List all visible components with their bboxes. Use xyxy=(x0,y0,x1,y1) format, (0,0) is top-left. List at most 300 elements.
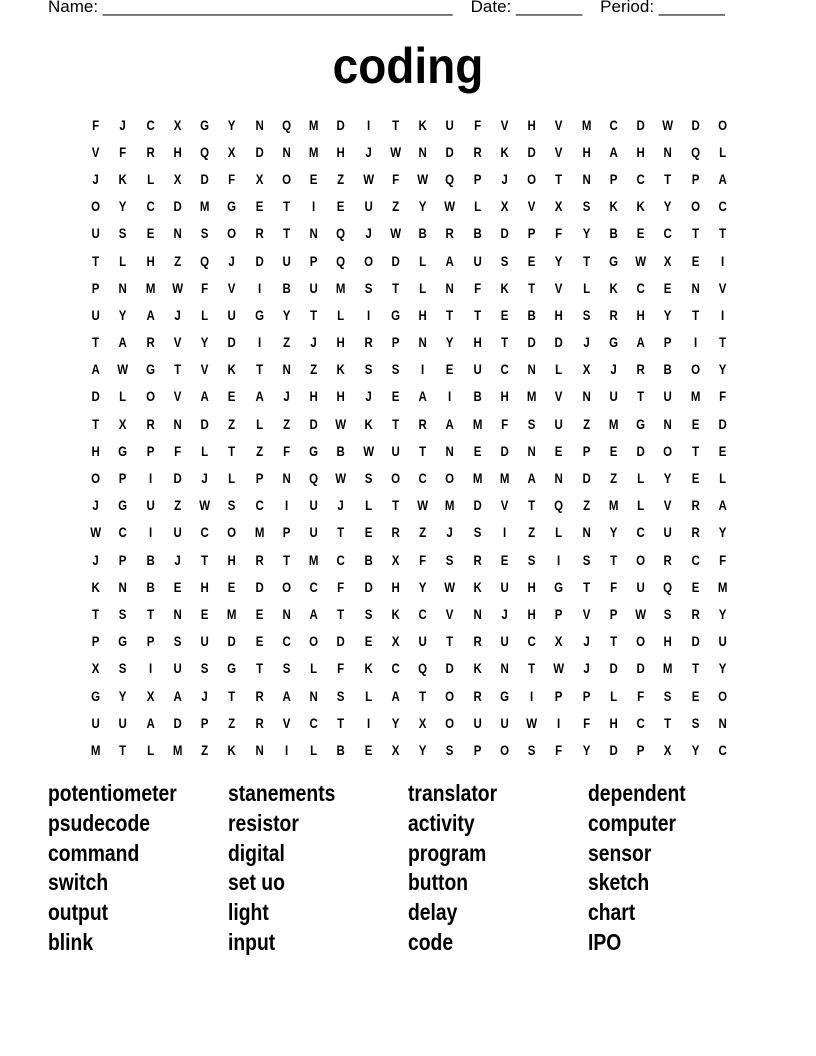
grid-letter[interactable]: H xyxy=(527,578,536,595)
grid-letter[interactable]: O xyxy=(91,198,101,215)
grid-letter[interactable]: T xyxy=(446,633,454,650)
grid-letter[interactable]: R xyxy=(472,687,482,704)
grid-letter[interactable]: U xyxy=(663,388,673,405)
grid-letter[interactable]: F xyxy=(473,279,481,296)
grid-letter[interactable]: U xyxy=(636,578,645,595)
grid-letter[interactable]: H xyxy=(609,714,618,731)
grid-letter[interactable]: Y xyxy=(582,225,590,242)
grid-letter[interactable]: J xyxy=(582,660,590,677)
grid-letter[interactable]: J xyxy=(283,388,290,405)
grid-letter[interactable]: N xyxy=(554,470,564,487)
grid-letter[interactable]: E xyxy=(391,388,400,405)
grid-letter[interactable]: G xyxy=(499,687,509,704)
grid-letter[interactable]: H xyxy=(581,143,591,160)
grid-letter[interactable]: X xyxy=(173,170,182,187)
grid-letter[interactable]: T xyxy=(637,388,645,405)
grid-letter[interactable]: J xyxy=(364,388,372,405)
grid-letter[interactable]: Y xyxy=(418,741,427,758)
grid-letter[interactable]: T xyxy=(92,605,100,622)
grid-letter[interactable]: B xyxy=(472,225,482,242)
grid-letter[interactable]: S xyxy=(473,524,481,541)
grid-letter[interactable]: N xyxy=(527,361,536,378)
grid-letter[interactable]: S xyxy=(664,605,672,622)
grid-letter[interactable]: L xyxy=(609,687,617,704)
grid-letter[interactable]: C xyxy=(609,116,618,133)
grid-letter[interactable]: R xyxy=(690,605,700,622)
grid-letter[interactable]: T xyxy=(528,279,536,296)
grid-letter[interactable]: H xyxy=(554,306,564,323)
grid-letter[interactable]: M xyxy=(308,143,319,160)
grid-letter[interactable]: Q xyxy=(200,252,210,269)
grid-letter[interactable]: E xyxy=(500,551,509,568)
grid-letter[interactable]: T xyxy=(255,361,263,378)
grid-letter[interactable]: F xyxy=(500,415,508,432)
grid-letter[interactable]: L xyxy=(228,470,236,487)
grid-letter[interactable]: N xyxy=(254,116,264,133)
grid-letter[interactable]: L xyxy=(718,470,726,487)
grid-letter[interactable]: J xyxy=(228,252,236,269)
grid-letter[interactable]: F xyxy=(201,279,209,296)
grid-letter[interactable]: N xyxy=(282,361,291,378)
grid-letter[interactable]: T xyxy=(146,605,154,622)
grid-letter[interactable]: M xyxy=(227,605,237,622)
grid-letter[interactable]: W xyxy=(635,252,647,269)
grid-letter[interactable]: P xyxy=(555,687,563,704)
grid-letter[interactable]: X xyxy=(500,198,509,215)
grid-letter[interactable]: N xyxy=(581,170,591,187)
grid-letter[interactable]: N xyxy=(418,143,427,160)
grid-letter[interactable]: Q xyxy=(418,660,428,677)
grid-letter[interactable]: W xyxy=(362,170,374,187)
grid-letter[interactable]: C xyxy=(418,605,427,622)
grid-letter[interactable]: O xyxy=(145,388,155,405)
grid-letter[interactable]: T xyxy=(173,361,181,378)
grid-letter[interactable]: K xyxy=(500,143,509,160)
grid-letter[interactable]: M xyxy=(690,388,700,405)
grid-letter[interactable]: U xyxy=(91,306,100,323)
grid-letter[interactable]: A xyxy=(391,687,400,704)
grid-letter[interactable]: U xyxy=(445,116,455,133)
grid-letter[interactable]: H xyxy=(227,551,237,568)
grid-letter[interactable]: D xyxy=(254,143,264,160)
grid-letter[interactable]: H xyxy=(145,252,155,269)
grid-letter[interactable]: D xyxy=(636,660,645,677)
grid-letter[interactable]: M xyxy=(526,388,537,405)
grid-letter[interactable]: J xyxy=(337,497,345,514)
grid-letter[interactable]: J xyxy=(610,361,617,378)
grid-letter[interactable]: P xyxy=(200,714,209,731)
grid-letter[interactable]: P xyxy=(146,442,154,459)
grid-letter[interactable]: R xyxy=(609,306,618,323)
grid-letter[interactable]: P xyxy=(309,252,318,269)
grid-letter[interactable]: J xyxy=(501,605,508,622)
grid-letter[interactable]: G xyxy=(227,198,237,215)
grid-letter[interactable]: Z xyxy=(582,497,590,514)
grid-letter[interactable]: R xyxy=(254,687,264,704)
grid-letter[interactable]: Z xyxy=(282,334,290,351)
grid-letter[interactable]: E xyxy=(364,633,372,650)
grid-letter[interactable]: W xyxy=(389,143,401,160)
grid-letter[interactable]: N xyxy=(282,605,291,622)
grid-letter[interactable]: V xyxy=(555,116,563,133)
grid-letter[interactable]: A xyxy=(173,687,182,704)
grid-letter[interactable]: K xyxy=(418,116,427,133)
grid-letter[interactable]: F xyxy=(473,116,481,133)
grid-letter[interactable]: V xyxy=(200,361,209,378)
grid-letter[interactable]: X xyxy=(555,633,563,650)
grid-letter[interactable]: V xyxy=(582,605,590,622)
grid-letter[interactable]: L xyxy=(310,660,318,677)
grid-letter[interactable]: M xyxy=(608,497,619,514)
grid-letter[interactable]: T xyxy=(282,198,290,215)
grid-letter[interactable]: D xyxy=(91,388,100,405)
grid-letter[interactable]: M xyxy=(199,198,210,215)
grid-letter[interactable]: T xyxy=(609,551,617,568)
grid-letter[interactable]: I xyxy=(693,334,697,351)
grid-letter[interactable]: B xyxy=(282,279,291,296)
grid-letter[interactable]: S xyxy=(364,605,372,622)
grid-letter[interactable]: W xyxy=(335,415,347,432)
grid-letter[interactable]: R xyxy=(418,415,427,432)
grid-letter[interactable]: H xyxy=(336,334,346,351)
grid-letter[interactable]: W xyxy=(526,714,538,731)
grid-letter[interactable]: P xyxy=(91,279,100,296)
grid-letter[interactable]: L xyxy=(637,497,645,514)
grid-letter[interactable]: U xyxy=(391,442,400,459)
word-search-grid[interactable] xyxy=(82,111,736,764)
grid-letter[interactable]: Z xyxy=(228,714,236,731)
grid-letter[interactable]: N xyxy=(173,415,182,432)
grid-letter[interactable]: O xyxy=(636,633,646,650)
grid-letter[interactable]: C xyxy=(663,225,673,242)
grid-letter[interactable]: U xyxy=(282,252,291,269)
grid-letter[interactable]: L xyxy=(255,415,263,432)
grid-letter[interactable]: F xyxy=(119,143,127,160)
grid-letter[interactable]: D xyxy=(445,143,455,160)
grid-letter[interactable]: X xyxy=(418,714,427,731)
grid-letter[interactable]: Y xyxy=(418,198,427,215)
grid-letter[interactable]: Y xyxy=(718,524,727,541)
grid-letter[interactable]: V xyxy=(500,497,509,514)
grid-letter[interactable]: F xyxy=(582,714,590,731)
grid-letter[interactable]: D xyxy=(336,116,346,133)
grid-letter[interactable]: C xyxy=(718,741,727,758)
grid-letter[interactable]: Q xyxy=(200,143,210,160)
grid-letter[interactable]: R xyxy=(472,633,482,650)
grid-letter[interactable]: E xyxy=(255,633,263,650)
grid-letter[interactable]: T xyxy=(391,116,399,133)
grid-letter[interactable]: O xyxy=(445,714,455,731)
grid-letter[interactable]: C xyxy=(309,578,318,595)
grid-letter[interactable]: O xyxy=(717,116,727,133)
grid-letter[interactable]: R xyxy=(472,551,482,568)
grid-letter[interactable]: G xyxy=(608,252,618,269)
grid-letter[interactable]: U xyxy=(227,306,237,323)
grid-letter[interactable]: T xyxy=(446,306,454,323)
grid-letter[interactable]: I xyxy=(557,551,561,568)
grid-letter[interactable]: M xyxy=(308,116,319,133)
grid-letter[interactable]: P xyxy=(473,741,481,758)
grid-letter[interactable]: K xyxy=(336,361,346,378)
grid-letter[interactable]: J xyxy=(119,116,127,133)
grid-letter[interactable]: C xyxy=(636,524,645,541)
grid-letter[interactable]: E xyxy=(636,225,645,242)
grid-letter[interactable]: T xyxy=(228,687,236,704)
grid-letter[interactable]: W xyxy=(199,497,211,514)
grid-letter[interactable]: D xyxy=(581,470,591,487)
grid-letter[interactable]: T xyxy=(691,225,699,242)
grid-letter[interactable]: Z xyxy=(173,497,181,514)
grid-letter[interactable]: F xyxy=(555,741,563,758)
grid-letter[interactable]: E xyxy=(364,741,372,758)
grid-letter[interactable]: K xyxy=(363,415,373,432)
grid-letter[interactable]: I xyxy=(312,198,316,215)
grid-letter[interactable]: U xyxy=(363,198,373,215)
grid-letter[interactable]: U xyxy=(173,660,182,677)
grid-letter[interactable]: C xyxy=(418,470,427,487)
grid-letter[interactable]: L xyxy=(473,198,481,215)
grid-letter[interactable]: V xyxy=(173,334,182,351)
grid-letter[interactable]: D xyxy=(309,415,318,432)
grid-letter[interactable]: U xyxy=(554,415,564,432)
grid-letter[interactable]: K xyxy=(609,198,618,215)
grid-letter[interactable]: D xyxy=(336,633,346,650)
grid-letter[interactable]: V xyxy=(282,714,291,731)
grid-letter[interactable]: N xyxy=(500,660,509,677)
grid-letter[interactable]: T xyxy=(528,497,536,514)
grid-letter[interactable]: W xyxy=(444,198,456,215)
grid-letter[interactable]: H xyxy=(418,306,427,323)
grid-letter[interactable]: P xyxy=(282,524,291,541)
grid-letter[interactable]: S xyxy=(527,415,536,432)
grid-letter[interactable]: O xyxy=(227,524,237,541)
grid-letter[interactable]: E xyxy=(473,442,481,459)
grid-letter[interactable]: G xyxy=(390,306,400,323)
grid-letter[interactable]: I xyxy=(530,687,534,704)
grid-letter[interactable]: T xyxy=(500,334,508,351)
grid-letter[interactable]: Q xyxy=(336,252,346,269)
grid-letter[interactable]: J xyxy=(92,170,99,187)
grid-letter[interactable]: C xyxy=(391,660,400,677)
grid-letter[interactable]: M xyxy=(254,524,264,541)
grid-letter[interactable]: T xyxy=(582,578,590,595)
grid-letter[interactable]: G xyxy=(636,415,646,432)
grid-letter[interactable]: P xyxy=(391,334,400,351)
grid-letter[interactable]: O xyxy=(390,470,400,487)
grid-letter[interactable]: R xyxy=(363,334,373,351)
grid-letter[interactable]: J xyxy=(310,334,317,351)
grid-letter[interactable]: W xyxy=(335,470,347,487)
grid-letter[interactable]: L xyxy=(119,252,127,269)
grid-letter[interactable]: S xyxy=(282,660,291,677)
grid-letter[interactable]: D xyxy=(391,252,400,269)
grid-letter[interactable]: V xyxy=(91,143,100,160)
grid-letter[interactable]: S xyxy=(337,687,345,704)
grid-letter[interactable]: E xyxy=(691,687,699,704)
grid-letter[interactable]: Q xyxy=(336,225,346,242)
grid-letter[interactable]: R xyxy=(445,225,455,242)
grid-letter[interactable]: X xyxy=(228,143,236,160)
grid-letter[interactable]: Y xyxy=(664,470,672,487)
grid-letter[interactable]: G xyxy=(309,442,319,459)
grid-letter[interactable]: I xyxy=(502,524,506,541)
grid-letter[interactable]: K xyxy=(363,660,373,677)
grid-letter[interactable]: I xyxy=(366,116,370,133)
grid-letter[interactable]: W xyxy=(362,442,374,459)
grid-letter[interactable]: O xyxy=(445,687,455,704)
grid-letter[interactable]: Y xyxy=(718,660,727,677)
grid-letter[interactable]: I xyxy=(557,714,561,731)
grid-letter[interactable]: D xyxy=(173,714,182,731)
grid-letter[interactable]: U xyxy=(472,252,482,269)
grid-letter[interactable]: M xyxy=(472,415,482,432)
grid-letter[interactable]: R xyxy=(690,524,700,541)
grid-letter[interactable]: K xyxy=(500,279,509,296)
grid-letter[interactable]: C xyxy=(254,497,264,514)
grid-letter[interactable]: P xyxy=(664,334,672,351)
grid-letter[interactable]: Q xyxy=(445,170,455,187)
grid-letter[interactable]: C xyxy=(200,524,209,541)
grid-letter[interactable]: N xyxy=(309,225,318,242)
grid-letter[interactable]: K xyxy=(472,660,482,677)
grid-letter[interactable]: Y xyxy=(119,198,127,215)
grid-letter[interactable]: W xyxy=(171,279,183,296)
grid-letter[interactable]: T xyxy=(419,442,427,459)
grid-letter[interactable]: T xyxy=(282,551,290,568)
grid-letter[interactable]: S xyxy=(446,741,454,758)
grid-letter[interactable]: F xyxy=(391,170,399,187)
grid-letter[interactable]: J xyxy=(92,551,99,568)
grid-letter[interactable]: X xyxy=(255,170,263,187)
grid-letter[interactable]: T xyxy=(691,660,699,677)
grid-letter[interactable]: F xyxy=(282,442,290,459)
grid-letter[interactable]: S xyxy=(364,361,372,378)
grid-letter[interactable]: B xyxy=(336,741,346,758)
grid-letter[interactable]: T xyxy=(310,306,318,323)
grid-letter[interactable]: I xyxy=(720,252,724,269)
grid-letter[interactable]: J xyxy=(201,470,208,487)
grid-letter[interactable]: W xyxy=(117,361,129,378)
grid-letter[interactable]: N xyxy=(173,225,182,242)
grid-letter[interactable]: T xyxy=(718,334,726,351)
grid-letter[interactable]: I xyxy=(148,660,152,677)
grid-letter[interactable]: D xyxy=(254,252,264,269)
grid-letter[interactable]: F xyxy=(173,442,181,459)
grid-letter[interactable]: Z xyxy=(201,741,209,758)
grid-letter[interactable]: N xyxy=(418,334,427,351)
grid-letter[interactable]: B xyxy=(663,361,673,378)
grid-letter[interactable]: S xyxy=(119,605,127,622)
grid-letter[interactable]: M xyxy=(308,551,319,568)
grid-letter[interactable]: H xyxy=(336,388,346,405)
grid-letter[interactable]: I xyxy=(720,306,724,323)
grid-letter[interactable]: N xyxy=(690,279,700,296)
grid-letter[interactable]: C xyxy=(636,714,645,731)
grid-letter[interactable]: Y xyxy=(391,714,400,731)
grid-letter[interactable]: D xyxy=(363,578,373,595)
grid-letter[interactable]: L xyxy=(337,306,345,323)
grid-letter[interactable]: G xyxy=(227,660,237,677)
grid-letter[interactable]: A xyxy=(145,714,155,731)
grid-letter[interactable]: M xyxy=(172,741,183,758)
grid-letter[interactable]: T xyxy=(255,660,263,677)
grid-letter[interactable]: A xyxy=(118,334,128,351)
grid-letter[interactable]: T xyxy=(228,442,236,459)
grid-letter[interactable]: D xyxy=(445,660,455,677)
grid-letter[interactable]: B xyxy=(145,551,155,568)
grid-letter[interactable]: Y xyxy=(664,198,672,215)
grid-letter[interactable]: D xyxy=(227,633,237,650)
grid-letter[interactable]: G xyxy=(118,442,128,459)
grid-letter[interactable]: T xyxy=(337,524,345,541)
grid-letter[interactable]: U xyxy=(472,714,482,731)
grid-letter[interactable]: B xyxy=(336,442,346,459)
grid-letter[interactable]: M xyxy=(663,660,673,677)
grid-letter[interactable]: E xyxy=(173,578,182,595)
grid-letter[interactable]: P xyxy=(582,687,590,704)
grid-letter[interactable]: L xyxy=(201,306,209,323)
grid-letter[interactable]: H xyxy=(391,578,400,595)
grid-letter[interactable]: M xyxy=(717,578,728,595)
grid-letter[interactable]: A xyxy=(200,388,209,405)
grid-letter[interactable]: O xyxy=(309,633,319,650)
grid-letter[interactable]: W xyxy=(662,116,674,133)
grid-letter[interactable]: E xyxy=(609,442,618,459)
grid-letter[interactable]: Y xyxy=(664,306,672,323)
grid-letter[interactable]: T xyxy=(664,714,672,731)
grid-letter[interactable]: T xyxy=(528,660,536,677)
grid-letter[interactable]: G xyxy=(145,361,155,378)
grid-letter[interactable]: T xyxy=(92,252,100,269)
grid-letter[interactable]: F xyxy=(92,116,100,133)
grid-letter[interactable]: C xyxy=(145,198,155,215)
grid-letter[interactable]: E xyxy=(146,225,154,242)
grid-letter[interactable]: A xyxy=(445,252,455,269)
grid-letter[interactable]: P xyxy=(582,442,590,459)
grid-letter[interactable]: E xyxy=(309,170,318,187)
grid-letter[interactable]: H xyxy=(500,388,509,405)
grid-letter[interactable]: N xyxy=(472,605,482,622)
grid-letter[interactable]: X xyxy=(391,551,400,568)
grid-letter[interactable]: K xyxy=(472,578,482,595)
grid-letter[interactable]: N xyxy=(445,279,455,296)
grid-letter[interactable]: E xyxy=(691,578,699,595)
grid-letter[interactable]: S xyxy=(527,741,536,758)
grid-letter[interactable]: H xyxy=(336,143,346,160)
grid-letter[interactable]: F xyxy=(555,225,563,242)
grid-letter[interactable]: X xyxy=(664,741,672,758)
grid-letter[interactable]: F xyxy=(337,578,345,595)
grid-letter[interactable]: D xyxy=(227,334,237,351)
grid-letter[interactable]: E xyxy=(255,198,263,215)
grid-letter[interactable]: L xyxy=(718,143,726,160)
grid-letter[interactable]: N xyxy=(718,714,727,731)
grid-letter[interactable]: N xyxy=(282,143,291,160)
grid-letter[interactable]: D xyxy=(609,660,618,677)
grid-letter[interactable]: Z xyxy=(337,170,345,187)
grid-letter[interactable]: X xyxy=(119,415,127,432)
grid-letter[interactable]: F xyxy=(718,388,726,405)
grid-letter[interactable]: W xyxy=(444,578,456,595)
grid-letter[interactable]: C xyxy=(336,551,346,568)
grid-letter[interactable]: E xyxy=(255,605,263,622)
grid-letter[interactable]: Y xyxy=(691,741,699,758)
grid-letter[interactable]: G xyxy=(91,687,101,704)
grid-letter[interactable]: D xyxy=(173,470,182,487)
grid-letter[interactable]: D xyxy=(690,633,700,650)
grid-letter[interactable]: K xyxy=(609,279,618,296)
grid-letter[interactable]: V xyxy=(555,143,563,160)
